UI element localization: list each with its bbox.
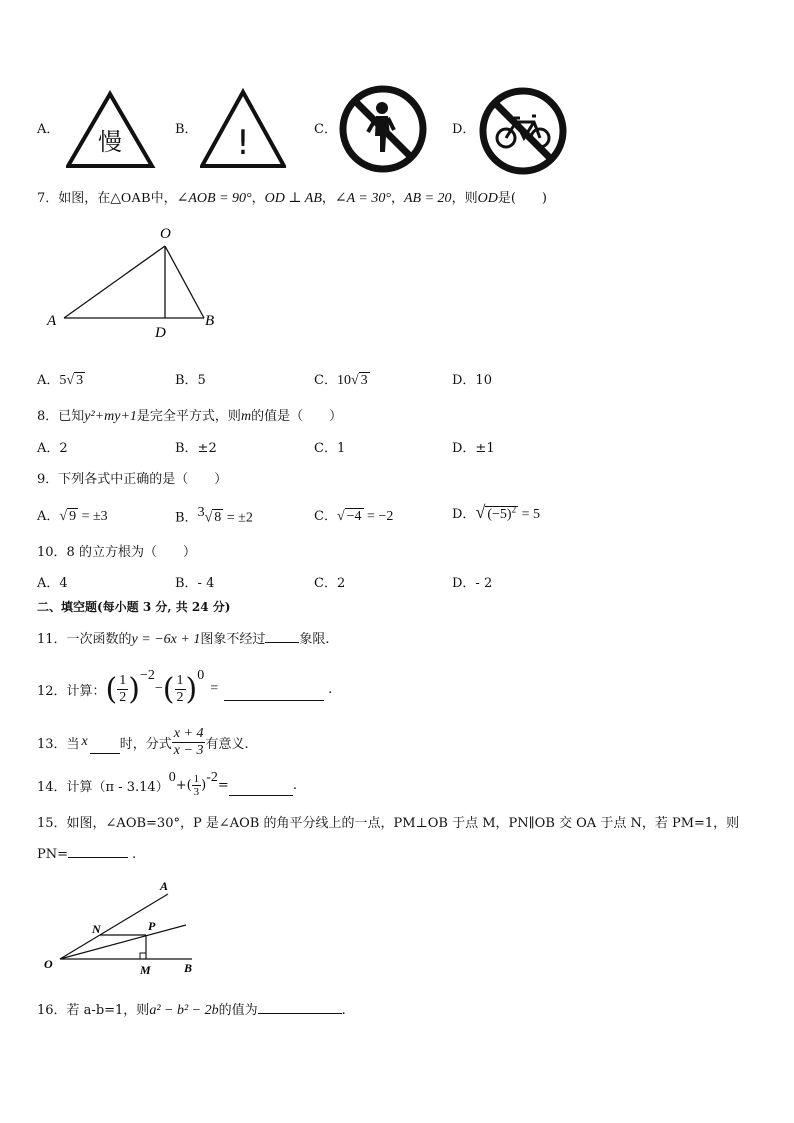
q13-var: x — [81, 734, 88, 749]
q7-opt-a-label: A． — [37, 373, 60, 388]
q13-answer-blank[interactable] — [90, 741, 120, 754]
q16-answer-blank[interactable] — [258, 1001, 342, 1014]
q12-pre: 12．计算： — [37, 683, 106, 699]
q7-ask-post: 是( ) — [497, 191, 547, 206]
q13 — [37, 722, 249, 762]
q12-eq: = — [210, 681, 219, 696]
q14-fraction — [192, 773, 202, 798]
q9-stem: 9．下列各式中正确的是（ ） — [37, 472, 228, 487]
q8-post: 是完全平方式，则 — [136, 409, 241, 424]
q7-stem: 7．如图，在△OAB中，∠AOB = 90°，OD ⊥ AB，∠A = 30°，AB = 20，则OD是( ) — [37, 191, 547, 206]
section-heading: 二、填空题(每小题 3 分, 共 24 分) — [37, 600, 231, 614]
q7-ask-pre: ，则 — [451, 191, 478, 206]
q7-opt-c-rad: 3 — [360, 373, 368, 388]
q16-mid: 的值为 — [218, 1003, 258, 1018]
q8-option-b: B．±2 — [175, 441, 217, 456]
q10-option-b: B．- 4 — [175, 576, 215, 591]
q16 — [37, 999, 346, 1019]
q9-d-exp: 2 — [511, 504, 517, 515]
q9-a-rest: = ±3 — [78, 509, 108, 524]
q15-angle-figure — [40, 876, 210, 976]
q9-option-b: B．$^3$√ 8 = ±2 — [175, 505, 253, 526]
q9-option-c: C．√ −4 = −2 — [314, 509, 394, 524]
q16-post: . — [341, 1003, 346, 1018]
q9-a-label: A． — [37, 509, 60, 524]
q13-num: x + 4 — [173, 725, 204, 741]
q11-answer-blank[interactable] — [265, 630, 299, 643]
q15-label-a: A — [160, 879, 169, 893]
q14-exp2: -2 — [206, 770, 218, 785]
q9-option-a: A．√ 9 = ±3 — [37, 509, 108, 524]
q15-label-p: P — [148, 919, 156, 933]
q7-option-d — [452, 369, 492, 388]
q10-option-a: A．4 — [37, 576, 68, 591]
slow-sign-icon — [66, 90, 156, 170]
q15-answer-blank[interactable] — [68, 845, 128, 858]
q13-post: 有意义. — [205, 736, 249, 752]
q9-b-rad: 8 — [214, 510, 222, 526]
q13-pre: 13．当 — [37, 736, 80, 752]
sign-option-d — [452, 118, 475, 137]
q8-var: m — [240, 409, 252, 424]
q10-stem: 10．8 的立方根为（ ） — [37, 545, 196, 560]
q9-b-label: B． — [175, 510, 198, 526]
q15-label-m: M — [140, 963, 151, 976]
q14-pre: 14．计算（π - 3.14） — [37, 779, 169, 795]
q9-b-index: 3 — [197, 505, 205, 520]
q7-opt-a-rad: 3 — [76, 373, 84, 388]
q7-cond2: OD ⊥ AB — [264, 191, 322, 206]
q13-fraction — [172, 726, 206, 759]
q14-post: . — [292, 777, 297, 793]
warning-sign-text: ! — [236, 123, 250, 163]
q12-frac1 — [117, 673, 128, 706]
q15-label-b: B — [184, 961, 193, 975]
slow-sign-text: 慢 — [98, 128, 122, 156]
option-label: D． — [452, 122, 476, 137]
q14 — [37, 770, 297, 800]
q9-c-rest: = −2 — [363, 509, 394, 524]
no-bicycles-sign-icon — [478, 86, 568, 176]
q16-pre: 16．若 a-b=1，则 — [37, 1003, 150, 1018]
q7-label-a: A — [47, 313, 57, 329]
q7-triangle-figure — [40, 222, 230, 342]
q12-minus: − — [154, 681, 163, 696]
q9-d-label: D． — [452, 507, 476, 522]
q7-cond1: ∠AOB = 90° — [176, 191, 252, 206]
q7-ask-var: OD — [477, 191, 498, 206]
q12-answer-blank[interactable] — [224, 688, 324, 701]
q13-den: x − 3 — [173, 742, 204, 758]
q12-exp2: 0 — [197, 668, 205, 683]
q10-option-d: D．- 2 — [452, 576, 493, 591]
option-label: B． — [175, 122, 198, 137]
sign-option-b — [175, 118, 198, 137]
q7-opt-b-label: B．5 — [175, 373, 206, 388]
q7-cond4: AB = 20 — [404, 191, 452, 206]
q7-label-d: D — [155, 325, 166, 341]
option-label: C． — [314, 122, 337, 137]
q13-mid: 时，分式 — [119, 736, 172, 752]
q9-c-label: C． — [314, 509, 337, 524]
q7-cond3: ∠A = 30° — [334, 191, 391, 206]
q15-label-o: O — [44, 957, 53, 971]
q12-den2: 2 — [176, 689, 184, 705]
sign-option-a — [37, 118, 59, 137]
q9-option-d: D．√ $(-5)^2 = 5$ — [452, 502, 540, 522]
q7-mid: 中， — [150, 191, 177, 206]
q14-close: ) — [201, 777, 207, 793]
q7-opt-a-coef: 5 — [59, 373, 67, 388]
q8-post2: 的值是（ ） — [251, 409, 343, 424]
q7-prefix: 7．如图，在 — [37, 191, 111, 206]
q7-opt-c-coef: 10 — [336, 373, 351, 388]
q12-den1: 2 — [119, 689, 127, 705]
q15-line1: 15．如图，∠AOB=30°，P 是∠AOB 的角平分线上的一点，PM⊥OB 于点 M，PN∥OB 交 OA 于点 N，若 PM=1，则 — [37, 816, 740, 831]
q11 — [37, 628, 329, 648]
q8-stem — [37, 405, 342, 425]
q14-plus: +( — [175, 777, 192, 793]
q15-label-n: N — [92, 922, 101, 936]
q8-pre: 8．已知 — [37, 409, 85, 424]
q7-option-a: A．5√ 3 — [37, 373, 84, 388]
option-label: A． — [37, 122, 60, 137]
q9-c-rad: −4 — [346, 509, 362, 524]
q14-exp0: 0 — [168, 770, 176, 785]
q12-frac2 — [175, 673, 186, 706]
q12-num2: 1 — [176, 672, 184, 688]
q9-a-rad: 9 — [69, 509, 77, 524]
q8-option-a: A．2 — [37, 441, 68, 456]
q14-num: 1 — [193, 772, 200, 785]
q15-line2 — [37, 845, 136, 862]
q11-post: 象限. — [299, 632, 330, 647]
q8-option-d: D．±1 — [452, 441, 495, 456]
q8-expr: y²+my+1 — [84, 409, 137, 424]
q15-pn: PN= — [37, 847, 69, 862]
q7-opt-c-label: C． — [314, 373, 337, 388]
q11-pre: 11．一次函数的 — [37, 632, 132, 647]
q14-answer-blank[interactable] — [229, 783, 293, 796]
q12: 12．计算： ( $\frac{1}{2}$ ) −2 − ( $\frac{1}{2}$ ) 0 = . — [37, 668, 333, 707]
q10-option-c: C．2 — [314, 576, 346, 591]
q9-d-rest: = 5 — [518, 507, 540, 522]
q11-expr: y = −6x + 1 — [131, 632, 201, 647]
q15-post: . — [132, 847, 137, 862]
q12-post: . — [328, 681, 333, 697]
warning-sign-icon — [200, 88, 286, 170]
q14-den: 3 — [193, 785, 200, 798]
q7-option-c: C．10√ 3 — [314, 373, 368, 388]
q11-mid: 图象不经过 — [200, 632, 266, 647]
q16-expr: a² − b² − 2b — [149, 1003, 219, 1018]
q9-d-radicand — [485, 506, 518, 522]
q7-triangle: △OAB — [110, 191, 151, 206]
q14-eq: = — [217, 777, 229, 793]
sign-option-c — [314, 118, 337, 137]
q12-exp1: −2 — [139, 668, 155, 683]
q9-d-rad: (−5) — [487, 507, 512, 522]
q8-option-c: C．1 — [314, 441, 346, 456]
q9-b-rest: = ±2 — [223, 510, 253, 526]
q12-num1: 1 — [119, 672, 127, 688]
q7-option-b — [175, 369, 206, 388]
q7-opt-d-label: D．10 — [452, 373, 492, 388]
no-pedestrians-sign-icon — [338, 84, 428, 174]
q7-label-o: O — [160, 226, 171, 242]
q7-label-b: B — [205, 313, 215, 329]
